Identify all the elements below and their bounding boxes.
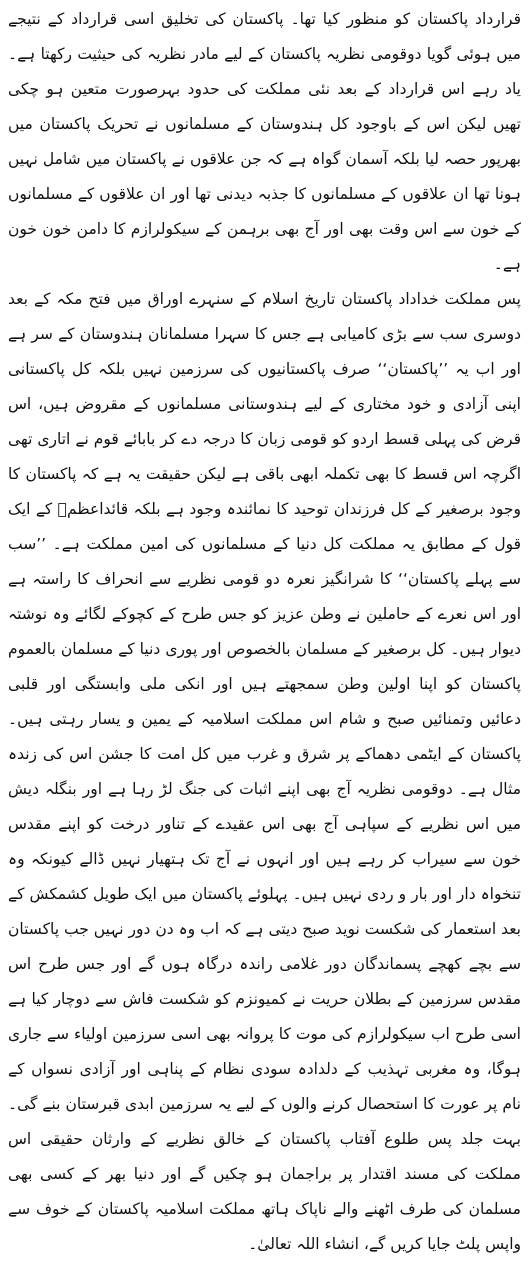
paragraph-pakistan: پس مملکت خداداد پاکستان تاریخ اسلام کے سنہرے اوراق میں فتح مکہ کے بعد دوسری سب سے بڑی کامیابی ہے جس کا سہرا مسلمانان ہندوستان کے سر ہے اور اب یہ ’’پاکستان‘‘ صرف پاکستانیوں کی سرزمین نہیں بلکہ کل پاکستانی اپنی آزادی و خود مختاری کے لیے ہندوستانی مسلمانوں کے مقروض ہیں، اس قرض کی پہلی قسط اردو کو قومی زبان کا درجہ دے کر بابائے قوم نے اتاری تھی اگرچہ اس قسط کا بھی تکملہ ابھی باقی ہے لیکن حقیقت یہ ہے کہ پاکستان کا وجود برصغیر کے کل فرزندان توحید کا نمائندہ وجود ہے بلکہ قائداعظمؒ کے ایک قول کے مطابق یہ مملکت کل دنیا کے مسلمانوں کی امین مملکت ہے۔ ’’سب سے پہلے پاکستان‘‘ کا شرانگیز نعرہ دو قومی نظریے سے انحراف کا راستہ ہے اور اس نعرے کے حاملین نے وطن عزیز کو جس طرح کے کچوکے لگائے وہ نوشتہ دیوار ہیں۔ کل برصغیر کے مسلمان بالخصوص اور پوری دنیا کے مسلمان بالعموم پاکستان کو اپنا اولین وطن سمجھتے ہیں اور انکی ملی وابستگی اور قلبی دعائیں وتمنائیں صبح و شام اس مملکت اسلامیہ کے یمین و یسار رہتی ہیں۔ پاکستان کے ایٹمی دھماکے پر شرق و غرب میں کل امت کا جشن اس کی زندہ مثال ہے۔ دوقومی نظریہ آج بھی اپنے اثبات کی جنگ لڑ رہا ہے اور بنگلہ دیش میں اس نظریے کے سپاہی آج بھی اس عقیدے کے تناور درخت کو اپنے مقدس خون سے سیراب کر رہے ہیں اور انہوں نے آج تک ہتھیار نہیں ڈالے کیونکہ وہ تنخواہ دار اور بار و ردی نہیں ہیں۔ پہلوئے پاکستان میں ایک طویل کشمکش کے بعد استعمار کی شکست نوید صبح دیتی ہے کہ اب وہ دن دور نہیں جب پاکستان سے بچے کھچے پسماندگان دور غلامی راندہ درگاہ ہوں گے اور جس طرح اس مقدس سرزمین کے بطلان حریت نے کمیونزم کو شکست فاش سے دوچار کیا ہے اسی طرح اب سیکولرازم کی موت کا پروانہ بھی اسی سرزمین اولیاء سے جاری ہوگا، وہ مغربی تہذیب کے دلدادہ سودی نظام کے پناہی اور آزادی نسواں کے نام پر عورت کا استحصال کرنے والوں کے لیے یہ سرزمین ابدی قبرستان بنے گی۔ بہت جلد پس طلوع آفتاب پاکستان کے خالق نظریے کے وارثان حقیقی اس مملکت کی مسند اقتدار پر براجمان ہو چکیں گے اور دنیا بھر کے کسی بھی مسلمان کی طرف اٹھنے والے ناپاک ہاتھ مملکت اسلامیہ پاکستان کے خوف سے واپس پلٹ جایا کریں گے، انشاء اللہ تعالیٰ۔: [8, 290, 521, 1253]
paragraph-ideology: قرارداد پاکستان کو منظور کیا تھا۔ پاکستان کی تخلیق اسی قرارداد کے نتیجے میں ہوئی گویا دوقومی نظریہ پاکستان کے لیے مادر نظریہ کی حیثیت رکھتا ہے۔ یاد رہے اس قرارداد کے بعد نئی مملکت کی حدود بہرصورت متعین ہو چکی تھیں لیکن اس کے باوجود کل ہندوستان کے مسلمانوں نے تحریک پاکستان میں بھرپور حصہ لیا بلکہ آسمان گواہ ہے کہ جن علاقوں نے پاکستان میں شامل نہیں ہونا تھا ان علاقوں کے مسلمانوں کا جذبہ دیدنی تھا اور ان علاقوں کے مسلمانوں کے خون سے اس وقت بھی اور آج بھی برہمن کے سیکولرازم کا دامن خون خون ہے۔: [8, 10, 521, 273]
